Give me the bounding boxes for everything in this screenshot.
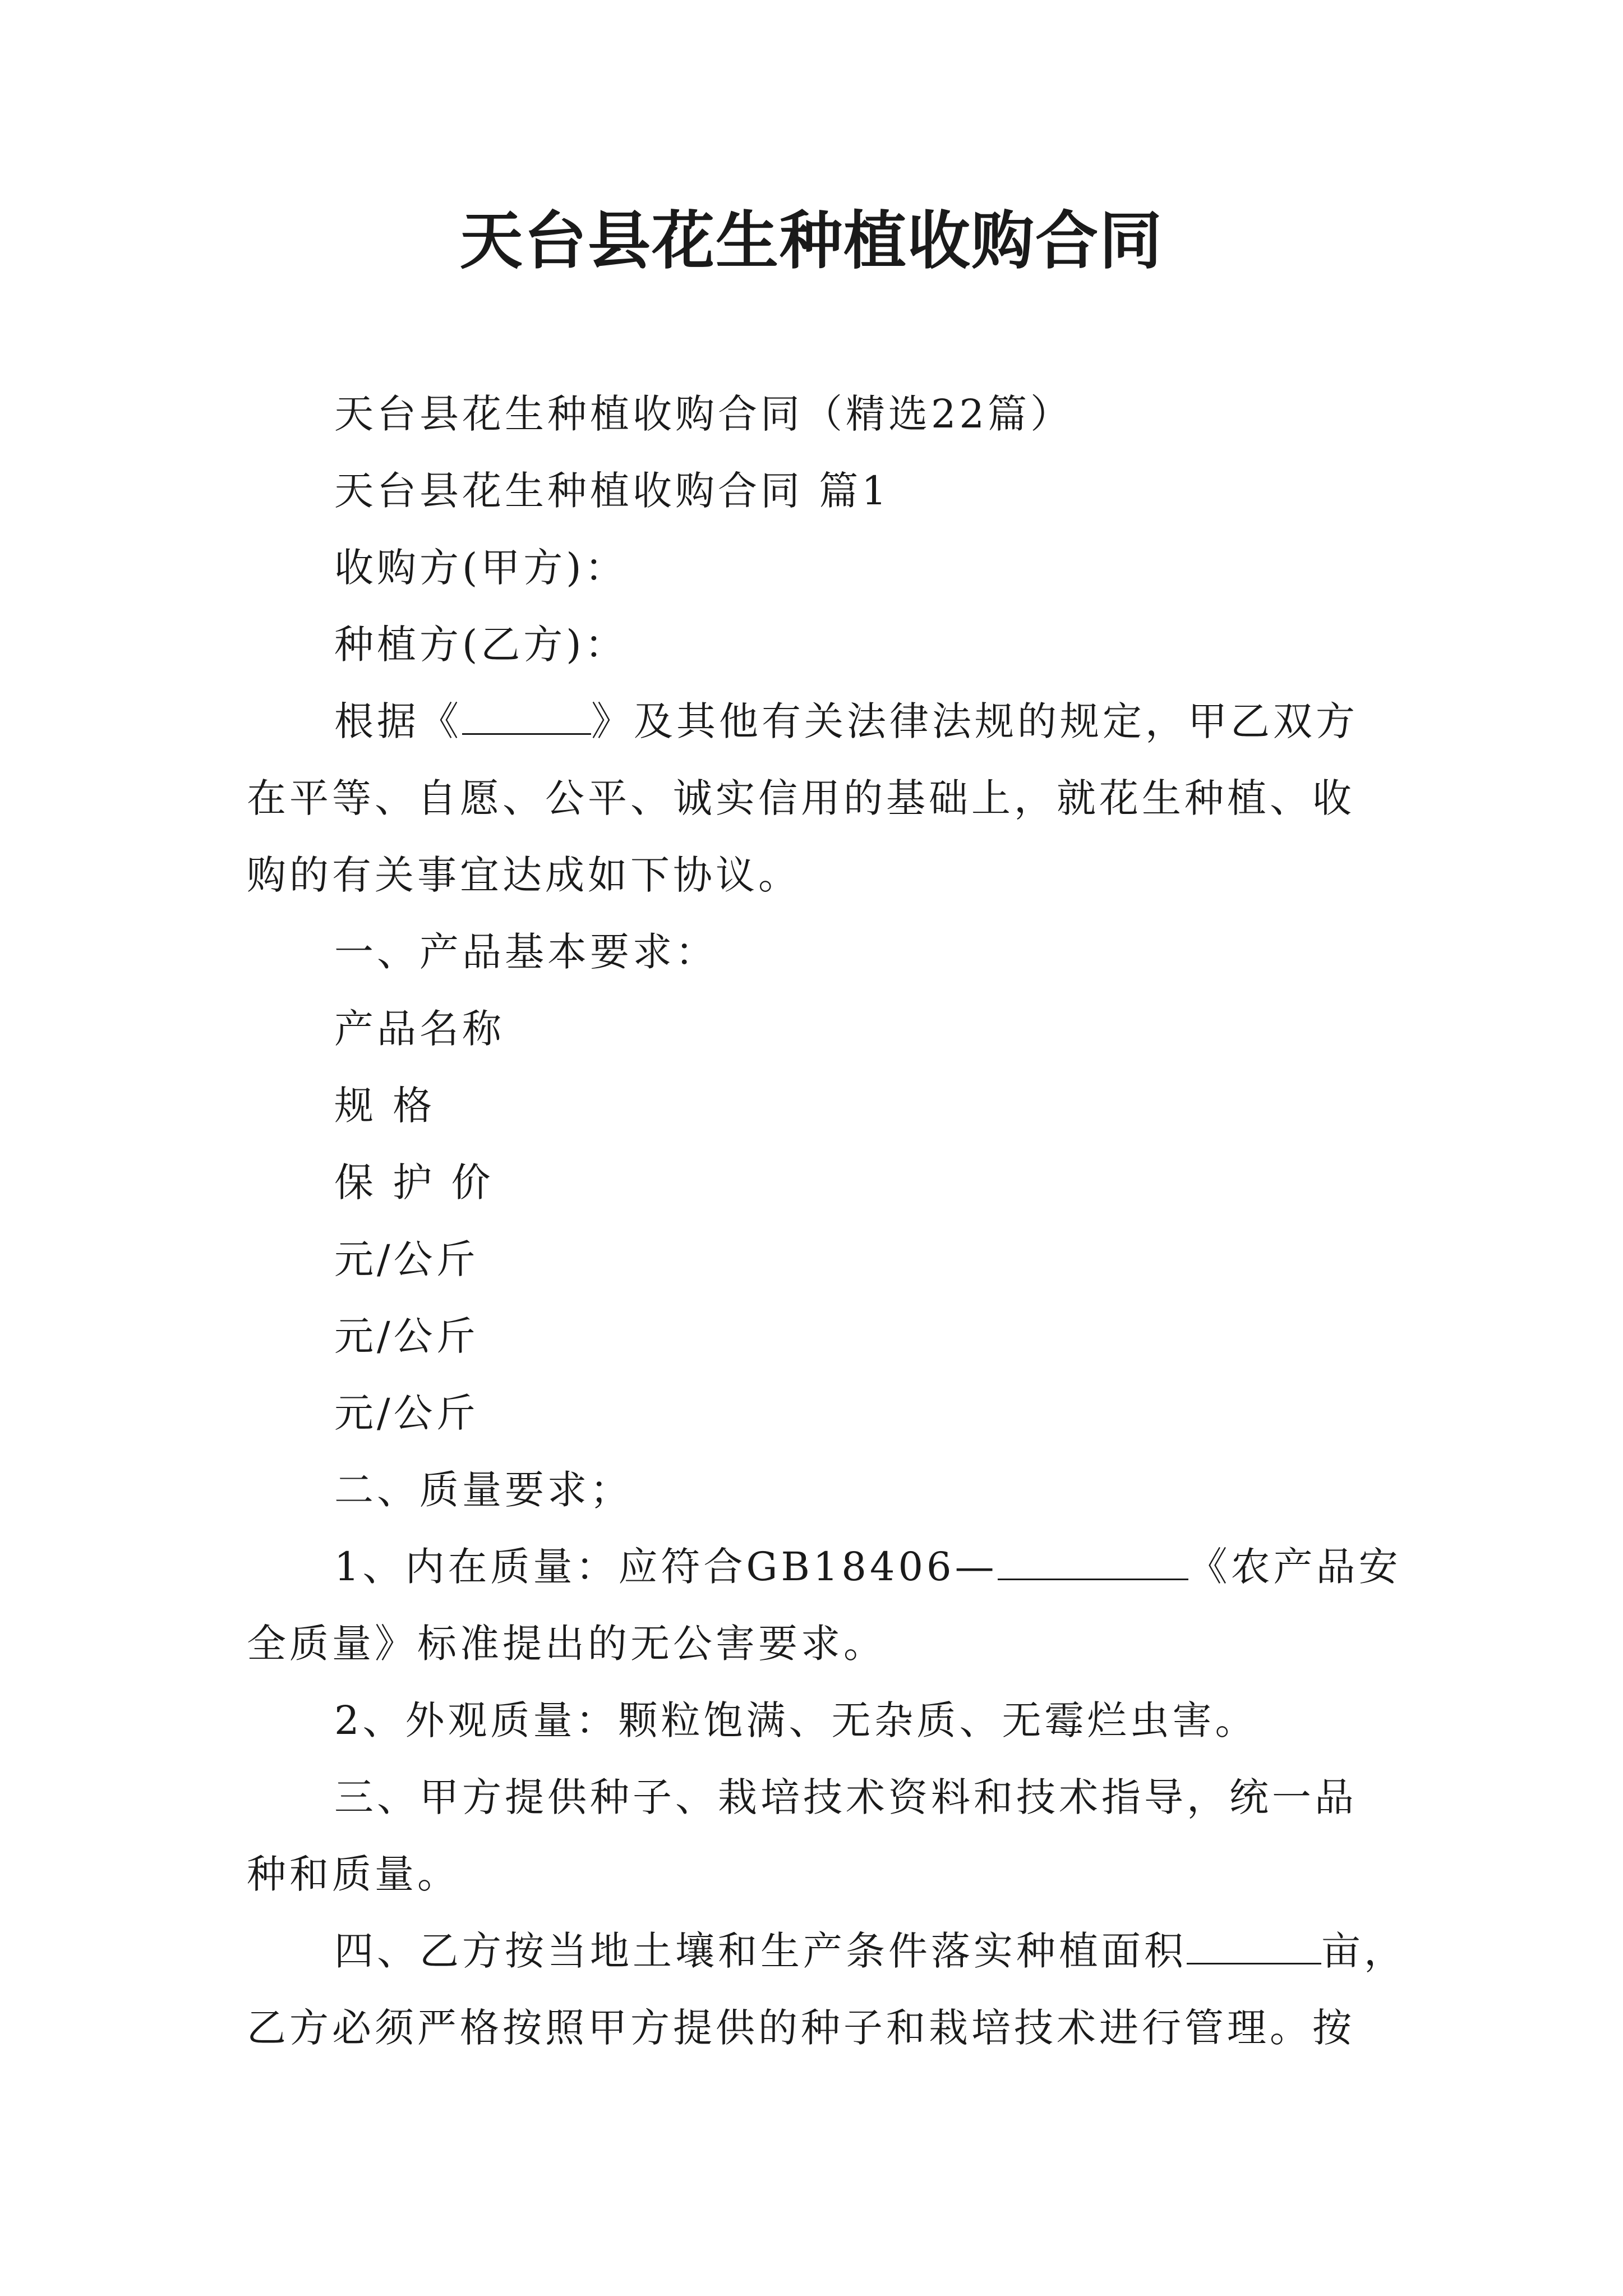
clause-heading: 一、产品基本要求： xyxy=(334,929,718,975)
paragraph-line: 乙方必须严格按照甲方提供的种子和栽培技术进行管理。按 xyxy=(247,2005,1355,2051)
unit-label: 元/公斤 xyxy=(334,1236,479,1282)
text-span: 》及其他有关法律法规的规定，甲乙双方 xyxy=(591,698,1358,744)
section-heading: 天台县花生种植收购合同 篇1 xyxy=(334,468,890,514)
subtitle-line: 天台县花生种植收购合同（精选22篇） xyxy=(334,391,1073,437)
clause-heading: 三、甲方提供种子、栽培技术资料和技术指导，统一品 xyxy=(334,1774,1357,1820)
text-span: 1、内在质量：应符合GB18406— xyxy=(334,1544,998,1590)
unit-label: 元/公斤 xyxy=(334,1313,479,1359)
field-label: 保 护 价 xyxy=(334,1159,494,1205)
field-label: 产品名称 xyxy=(334,1006,505,1052)
document-body xyxy=(247,376,1407,2067)
paragraph-line: 购的有关事宜达成如下协议。 xyxy=(247,852,801,898)
blank-field xyxy=(998,1539,1188,1580)
clause-heading: 二、质量要求； xyxy=(334,1467,633,1513)
paragraph-line: 种和质量。 xyxy=(247,1851,460,1897)
blank-field xyxy=(1187,1924,1321,1964)
text-span: 《农产品安 xyxy=(1188,1544,1401,1590)
grower-party: 种植方(乙方)： xyxy=(334,622,628,668)
paragraph-line: 全质量》标准提出的无公害要求。 xyxy=(247,1621,886,1667)
unit-label: 元/公斤 xyxy=(334,1390,479,1436)
field-label: 规 格 xyxy=(334,1083,436,1129)
clause-heading xyxy=(247,1913,1407,1990)
text-span: 根据《 xyxy=(334,698,462,744)
paragraph-line xyxy=(247,683,1391,760)
blank-field xyxy=(462,694,591,735)
paragraph-line xyxy=(247,1529,1401,1605)
paragraph-line: 在平等、自愿、公平、诚实信用的基础上，就花生种植、收 xyxy=(247,775,1355,821)
buyer-party: 收购方(甲方)： xyxy=(334,545,628,591)
document-title: 天台县花生种植收购合同 xyxy=(460,204,1163,278)
text-span: 四、乙方按当地土壤和生产条件落实种植面积 xyxy=(334,1928,1187,1974)
paragraph-line: 2、外观质量：颗粒饱满、无杂质、无霉烂虫害。 xyxy=(334,1697,1258,1743)
text-span: 亩， xyxy=(1321,1928,1407,1974)
